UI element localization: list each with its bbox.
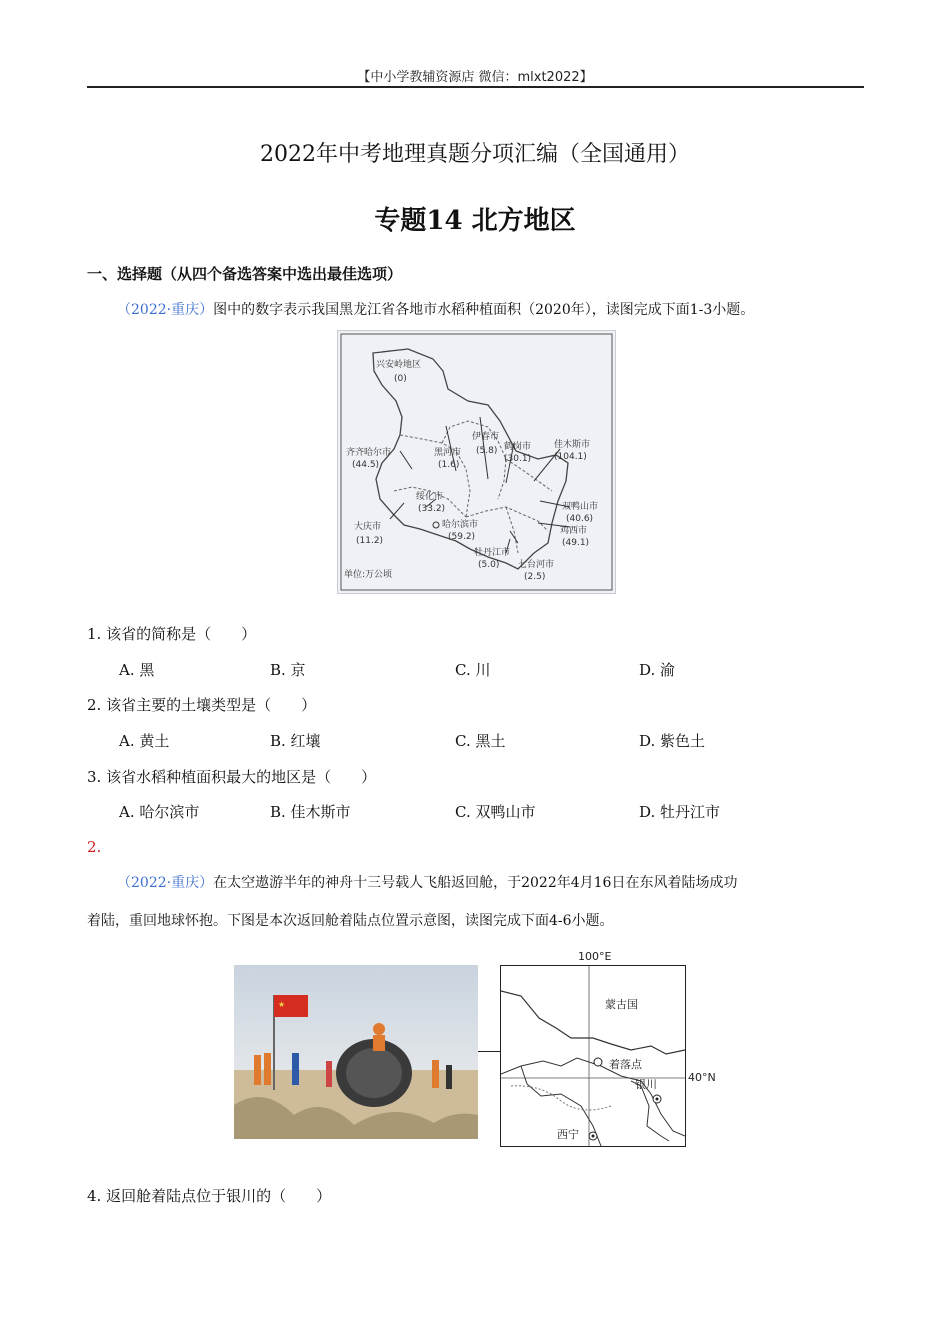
region-name: 双鸭山市: [562, 502, 599, 512]
region-value: (33.2): [418, 504, 446, 514]
q3-option-b: B. 佳木斯市: [270, 803, 351, 821]
region-name: 佳木斯市: [554, 440, 591, 450]
region-name: 绥化市: [416, 492, 444, 502]
landing-map-svg: [501, 966, 685, 1146]
page-header: 【中小学教辅资源店 微信：mlxt2022】: [357, 70, 593, 85]
intro-text: 在太空遨游半年的神舟十三号载人飞船返回舱，于2022年4月16日在东风着陆场成功: [213, 875, 738, 891]
region-name: 齐齐哈尔市: [346, 448, 392, 458]
region-value: (11.2): [356, 536, 384, 546]
map-unit: 单位:万公顷: [344, 570, 393, 580]
source-tag: （2022·重庆）: [117, 875, 214, 891]
q1-option-c: C. 川: [455, 661, 491, 679]
latitude-label: 40°N: [688, 1071, 716, 1084]
q2-option-d: D. 紫色土: [639, 732, 706, 750]
landing-point-marker: [594, 1058, 602, 1066]
heilongjiang-map: [337, 330, 616, 594]
region-value: (5.0): [478, 560, 500, 570]
q3-option-a: A. 哈尔滨市: [119, 803, 200, 821]
q2-option-b: B. 红壤: [270, 732, 321, 750]
region-name: 大庆市: [354, 522, 382, 532]
intro-paragraph-1: [117, 299, 907, 319]
harbin-marker: [433, 522, 439, 528]
q3-option-d: D. 牡丹江市: [639, 803, 721, 821]
q1-option-d: D. 渝: [639, 661, 676, 679]
xining-label: 西宁: [557, 1128, 579, 1141]
section-heading: 一、选择题（从四个备选答案中选出最佳选项）: [87, 265, 403, 283]
capsule-photo-svg: [234, 965, 478, 1139]
longitude-label: 100°E: [578, 950, 612, 963]
astronaut: [373, 1023, 385, 1035]
mongolia-border: [501, 991, 685, 1054]
svg-text:★: ★: [278, 1000, 286, 1009]
question-3-stem: 3. 该省水稻种植面积最大的地区是（ ）: [87, 768, 377, 786]
region-value: (49.1): [562, 538, 590, 548]
yinchuan-label: 银川: [635, 1078, 657, 1091]
landing-site-map: [500, 965, 686, 1147]
mongolia-label: 蒙古国: [605, 998, 638, 1011]
region-value: (104.1): [554, 452, 587, 462]
q1-option-b: B. 京: [270, 661, 306, 679]
q1-option-a: A. 黑: [119, 661, 155, 679]
q3-option-c: C. 双鸭山市: [455, 803, 536, 821]
intro-paragraph-2-line1: [117, 872, 877, 892]
river: [511, 1086, 611, 1110]
region-name: 伊春市: [472, 432, 500, 442]
region-name: 牡丹江市: [474, 548, 511, 558]
region-value: (44.5): [352, 460, 380, 470]
region-value: (2.5): [524, 572, 546, 582]
question-1-stem: 1. 该省的简称是（ ）: [87, 625, 257, 643]
landing-point-label: 着落点: [609, 1058, 642, 1071]
question-2-stem: 2. 该省主要的土壤类型是（ ）: [87, 696, 317, 714]
region-value: (40.6): [566, 514, 594, 524]
question-4-stem: 4. 返回舱着陆点位于银川的（ ）: [87, 1187, 332, 1205]
document-title: 2022年中考地理真题分项汇编（全国通用）: [260, 142, 690, 167]
region-value: (0): [394, 374, 407, 384]
q2-option-a: A. 黄土: [119, 732, 170, 750]
header-divider: [87, 86, 864, 88]
region-name: 鹤岗市: [504, 442, 532, 452]
source-tag: （2022·重庆）: [117, 302, 214, 318]
region-value: (1.6): [438, 460, 460, 470]
region-name: 哈尔滨市: [442, 520, 479, 530]
region-name: 鸡西市: [560, 526, 588, 536]
q2-option-c: C. 黑土: [455, 732, 506, 750]
heilongjiang-map-svg: [338, 331, 615, 593]
item-number: 2.: [87, 838, 102, 856]
intro-paragraph-2-line2: 着陆，重回地球怀抱。下图是本次返回舱着陆点位置示意图，读图完成下面4-6小题。: [87, 913, 614, 929]
topic-title: 专题14 北方地区: [374, 206, 576, 236]
region-name: 黑河市: [434, 448, 462, 458]
region-name: 兴安岭地区: [376, 360, 422, 370]
region-value: (5.8): [476, 446, 498, 456]
region-name: 七台河市: [518, 560, 555, 570]
region-value: (30.1): [504, 454, 532, 464]
intro-text: 图中的数字表示我国黑龙江省各地市水稻种植面积（2020年），读图完成下面1-3小题。: [213, 302, 755, 318]
capsule-landing-photo: [234, 965, 478, 1139]
region-value: (59.2): [448, 532, 476, 542]
internal-border-4: [466, 507, 548, 531]
